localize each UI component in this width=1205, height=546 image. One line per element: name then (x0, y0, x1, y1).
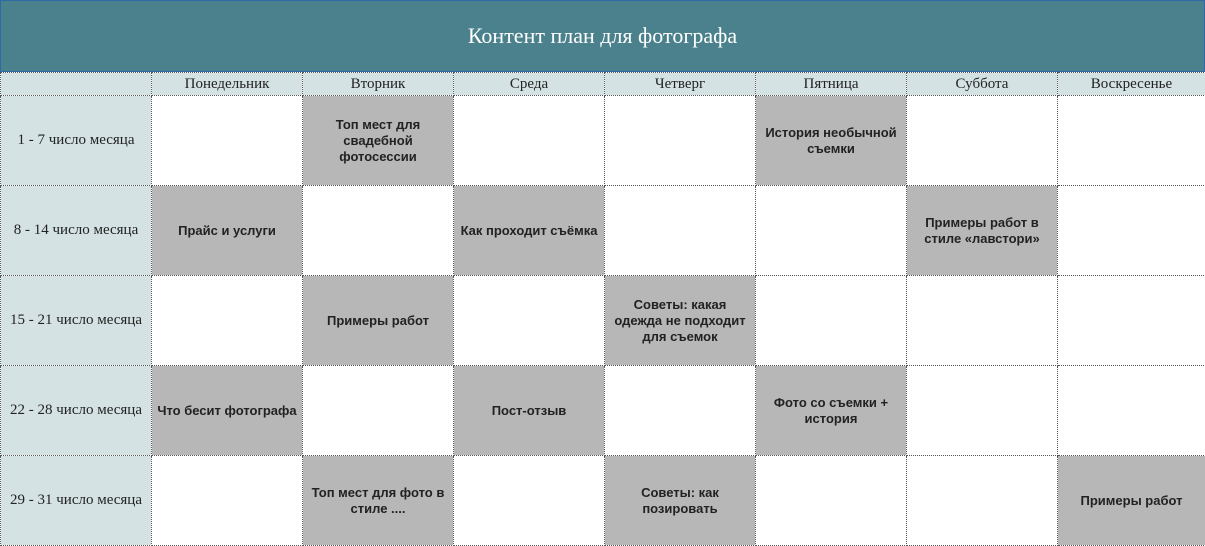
content-plan-table (0, 72, 1205, 546)
plan-cell-w2-tue[interactable] (303, 186, 454, 276)
plan-cell-w3-mon[interactable] (152, 276, 303, 366)
plan-cell-w5-tue[interactable]: Топ мест для фото в стиле .... (303, 456, 454, 546)
day-header-monday[interactable]: Понедельник (152, 73, 303, 96)
plan-cell-w3-fri[interactable] (756, 276, 907, 366)
day-header-saturday[interactable]: Суббота (907, 73, 1058, 96)
day-header-wednesday[interactable]: Среда (454, 73, 605, 96)
plan-cell-w5-sat[interactable] (907, 456, 1058, 546)
plan-cell-w1-sat[interactable] (907, 96, 1058, 186)
plan-cell-w1-thu[interactable] (605, 96, 756, 186)
plan-cell-w4-sun[interactable] (1058, 366, 1205, 456)
day-header-friday[interactable]: Пятница (756, 73, 907, 96)
day-header-sunday[interactable]: Воскресенье (1058, 73, 1205, 96)
corner-cell[interactable] (1, 73, 152, 96)
plan-cell-w2-fri[interactable] (756, 186, 907, 276)
plan-cell-w4-wed[interactable]: Пост-отзыв (454, 366, 605, 456)
plan-cell-w2-sat[interactable]: Примеры работ в стиле «лавстори» (907, 186, 1058, 276)
plan-cell-w4-tue[interactable] (303, 366, 454, 456)
week-label[interactable]: 15 - 21 число месяца (1, 276, 152, 366)
day-header-tuesday[interactable]: Вторник (303, 73, 454, 96)
plan-cell-w5-wed[interactable] (454, 456, 605, 546)
week-label[interactable]: 8 - 14 число месяца (1, 186, 152, 276)
plan-cell-w5-mon[interactable] (152, 456, 303, 546)
week-row-5 (1, 456, 1205, 546)
plan-cell-w2-mon[interactable]: Прайс и услуги (152, 186, 303, 276)
plan-cell-w4-thu[interactable] (605, 366, 756, 456)
plan-cell-w3-thu[interactable]: Советы: какая одежда не подходит для съемок (605, 276, 756, 366)
plan-cell-w4-fri[interactable]: Фото со съемки + история (756, 366, 907, 456)
plan-cell-w1-sun[interactable] (1058, 96, 1205, 186)
day-header-row (1, 73, 1205, 96)
plan-cell-w1-wed[interactable] (454, 96, 605, 186)
plan-cell-w5-fri[interactable] (756, 456, 907, 546)
plan-cell-w2-thu[interactable] (605, 186, 756, 276)
plan-cell-w5-thu[interactable]: Советы: как позировать (605, 456, 756, 546)
plan-cell-w1-tue[interactable]: Топ мест для свадебной фотосессии (303, 96, 454, 186)
plan-cell-w3-tue[interactable]: Примеры работ (303, 276, 454, 366)
week-row-3 (1, 276, 1205, 366)
day-header-thursday[interactable]: Четверг (605, 73, 756, 96)
plan-cell-w1-fri[interactable]: История необычной съемки (756, 96, 907, 186)
plan-cell-w4-sat[interactable] (907, 366, 1058, 456)
plan-cell-w2-sun[interactable] (1058, 186, 1205, 276)
plan-cell-w5-sun[interactable]: Примеры работ (1058, 456, 1205, 546)
week-row-2 (1, 186, 1205, 276)
plan-cell-w1-mon[interactable] (152, 96, 303, 186)
plan-cell-w3-sun[interactable] (1058, 276, 1205, 366)
plan-cell-w2-wed[interactable]: Как проходит съёмка (454, 186, 605, 276)
plan-cell-w3-sat[interactable] (907, 276, 1058, 366)
plan-cell-w4-mon[interactable]: Что бесит фотографа (152, 366, 303, 456)
week-label[interactable]: 1 - 7 число месяца (1, 96, 152, 186)
plan-cell-w3-wed[interactable] (454, 276, 605, 366)
week-label[interactable]: 29 - 31 число месяца (1, 456, 152, 546)
week-row-4 (1, 366, 1205, 456)
week-row-1 (1, 96, 1205, 186)
week-label[interactable]: 22 - 28 число месяца (1, 366, 152, 456)
sheet-title: Контент план для фотографа (0, 0, 1205, 72)
